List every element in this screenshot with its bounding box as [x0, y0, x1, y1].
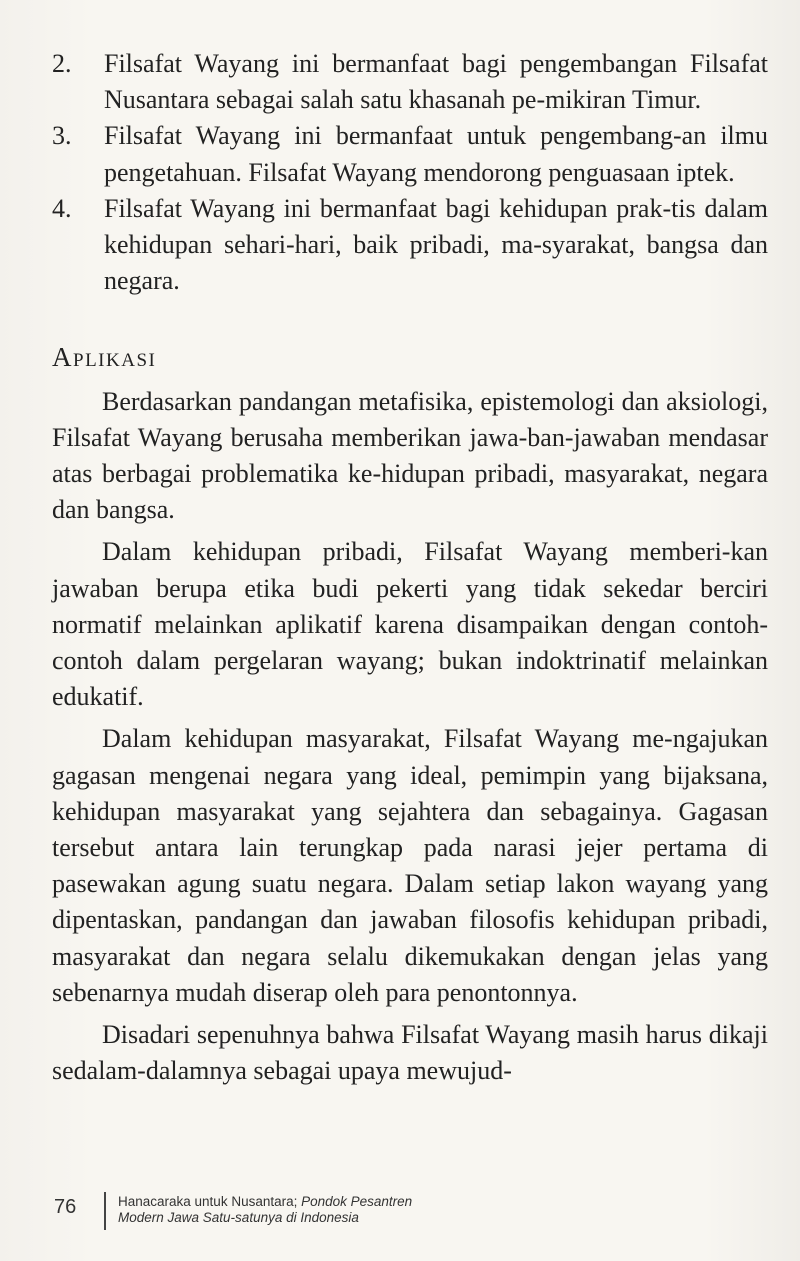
section-heading: Aplikasi	[52, 342, 157, 373]
list-item-number: 4.	[52, 193, 72, 223]
list-item	[52, 191, 768, 300]
list-item	[52, 118, 768, 190]
list-item-text: Filsafat Wayang ini bermanfaat untuk pengembang-an ilmu pengetahuan. Filsafat Wayang mendorong penguasaan iptek.	[104, 121, 768, 187]
body-paragraph: Berdasarkan pandangan metafisika, epistemologi dan aksiologi, Filsafat Wayang berusaha memberikan jawa-ban-jawaban mendasar atas berbagai problematika ke-hidupan pribadi, masyarakat, negara dan bangsa.	[52, 386, 768, 525]
list-item	[52, 46, 768, 118]
list-item-text: Filsafat Wayang ini bermanfaat bagi kehidupan prak-tis dalam kehidupan sehari-hari, baik pribadi, ma-syarakat, bangsa dan negara.	[104, 193, 768, 296]
running-subtitle: Modern Jawa Satu-satunya di Indonesia	[118, 1210, 359, 1225]
page-content	[52, 46, 768, 1095]
running-title-italic: Pondok Pesantren	[301, 1194, 413, 1209]
body-paragraph: Dalam kehidupan pribadi, Filsafat Wayang memberi-kan jawaban berupa etika budi pekerti yang tidak sekedar berciri normatif melainkan aplikatif karena disampaikan dengan contoh-contoh dalam pergelaran wayang; bukan indoktrinatif melainkan edukatif.	[52, 537, 768, 712]
list-item-text: Filsafat Wayang ini bermanfaat bagi pengembangan Filsafat Nusantara sebagai salah satu khasanah pe-mikiran Timur.	[104, 49, 768, 115]
running-title-line-1	[118, 1194, 412, 1210]
running-title	[118, 1194, 412, 1226]
numbered-list	[52, 46, 768, 299]
list-item-number: 3.	[52, 121, 72, 151]
running-title-plain: Hanacaraka untuk Nusantara;	[118, 1194, 302, 1209]
footer-divider	[104, 1192, 106, 1230]
body-paragraph: Disadari sepenuhnya bahwa Filsafat Wayang masih harus dikaji sedalam-dalamnya sebagai upaya mewujud-	[52, 1020, 768, 1086]
list-item-number: 2.	[52, 49, 72, 78]
body-paragraph: Dalam kehidupan masyarakat, Filsafat Wayang me-ngajukan gagasan mengenai negara yang ideal, pemimpin yang bijaksana, kehidupan masyarakat yang sejahtera dan sebagainya. Gagasan tersebut antara lain terungkap pada narasi jejer pertama di pasewakan agung suatu negara. Dalam setiap lakon wayang yang dipentaskan, pandangan dan jawaban filosofis kehidupan pribadi, masyarakat dan negara selalu dikemukakan dengan jelas yang sebenarnya mudah diserap oleh para penontonnya.	[52, 724, 768, 1007]
page-number: 76	[54, 1196, 77, 1218]
page-footer	[54, 1190, 754, 1234]
